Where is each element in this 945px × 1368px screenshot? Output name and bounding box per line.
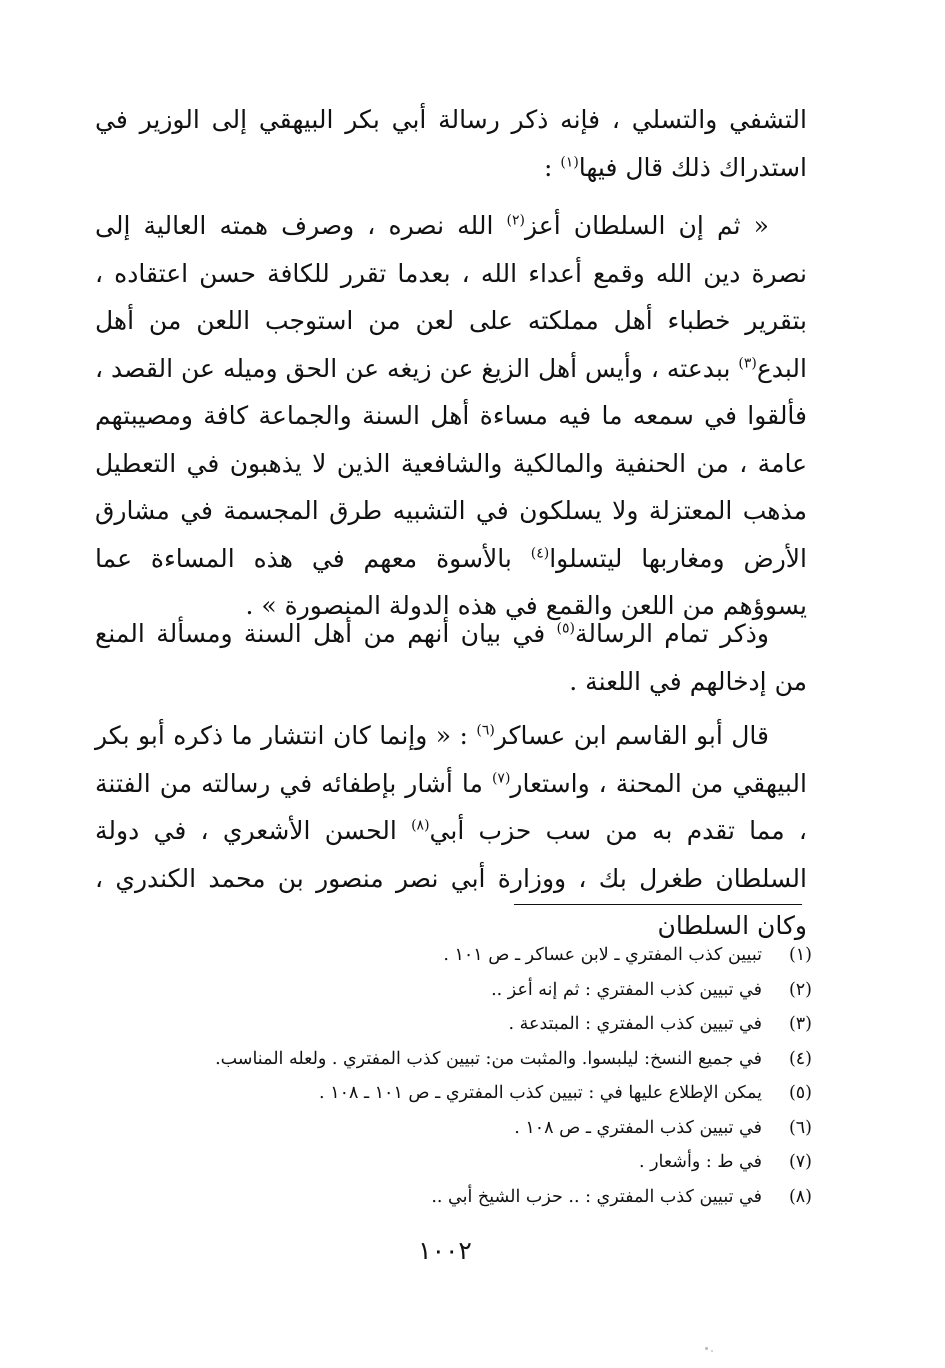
- paragraph-text: في بيان أنهم من أهل السنة ومسألة المنع من إدخالهم في اللعنة .: [95, 619, 807, 696]
- body-paragraph-4: [95, 712, 807, 950]
- scan-speck: [705, 1347, 708, 1350]
- footnote-number: (٤): [788, 1048, 812, 1069]
- footnote-marker-4: (٤): [530, 545, 550, 562]
- body-paragraph-1: [95, 96, 807, 191]
- paragraph-text: ببدعته ، وأيس أهل الزيغ عن زيغه عن الحق وميله عن القصد ، فألقوا في سمعه ما فيه مساءة أهل السنة والجماعة كافة ومصيبتهم عامة ، من الحنفية والمالكية والشافعية الذين لا يذهبون في التعطيل مذهب المعتزلة ولا يسلكون في التشبيه طرق المجسمة في مشارق الأرض ومغاربها ليتسلوا: [95, 353, 807, 573]
- footnote-item: [60, 1180, 812, 1215]
- footnote-item: [60, 1042, 812, 1077]
- footnote-marker-2: (٢): [506, 212, 525, 229]
- footnotes-list: [60, 938, 812, 1214]
- footnote-marker-8: (٨): [411, 817, 430, 834]
- paragraph-text: :: [543, 152, 561, 182]
- scan-speck: [711, 1350, 713, 1352]
- paragraph-text: ما أشار بإطفائه في رسالته من الفتنة ، مما تقدم به من سب حزب أبي: [95, 768, 807, 845]
- footnote-text: تبيين كذب المفتري ـ لابن عساكر ـ ص ١٠١ .: [443, 945, 762, 965]
- footnote-separator: [514, 904, 802, 905]
- footnote-number: (٧): [788, 1152, 812, 1172]
- footnote-item: [60, 1145, 812, 1180]
- footnote-item: [60, 973, 812, 1008]
- paragraph-text: الحسن الأشعري ، في دولة السلطان طغرل بك ، ووزارة أبي نصر منصور بن محمد الكندري ، وكان السلطان: [95, 816, 807, 940]
- paragraph-text: التشفي والتسلي ، فإنه ذكر رسالة أبي بكر البيهقي إلى الوزير في استدراك ذلك قال فيها: [95, 105, 807, 182]
- footnote-marker-6: (٦): [476, 722, 495, 739]
- footnote-text: في ط : وأشعار .: [638, 1152, 762, 1172]
- paragraph-text: : « وإنما كان انتشار ما ذكره أبو بكر البيهقي من المحنة ، واستعار: [95, 721, 807, 798]
- footnote-marker-7: (٧): [491, 770, 511, 787]
- footnote-number: (٥): [788, 1083, 812, 1103]
- footnote-number: (٦): [788, 1117, 812, 1138]
- paragraph-text: بالأسوة معهم في هذه المساءة عما يسوؤهم من اللعن والقمع في هذه الدولة المنصورة » .: [95, 543, 807, 620]
- body-paragraph-2: [95, 202, 807, 630]
- footnote-item: [60, 1007, 812, 1042]
- footnote-marker-3: (٣): [738, 355, 757, 372]
- footnote-number: (٨): [788, 1186, 812, 1207]
- footnote-marker-1: (١): [560, 154, 579, 171]
- footnote-text: في تبيين كذب المفتري ـ ص ١٠٨ .: [514, 1117, 762, 1138]
- paragraph-text: وذكر تمام الرسالة: [574, 619, 769, 648]
- footnote-number: (١): [788, 945, 812, 965]
- page-number: ١٠٠٢: [418, 1236, 472, 1265]
- footnote-text: في تبيين كذب المفتري : المبتدعة .: [508, 1014, 762, 1034]
- paragraph-text: « ثم إن السلطان أعز: [525, 211, 769, 240]
- footnote-text: في تبيين كذب المفتري : ثم إنه أعز ..: [491, 979, 762, 1000]
- footnote-item: [60, 938, 812, 973]
- footnote-text: يمكن الإطلاع عليها في : تبيين كذب المفتري ـ ص ١٠١ ـ ١٠٨ .: [319, 1083, 762, 1103]
- footnote-item: [60, 1076, 812, 1111]
- footnote-number: (٢): [788, 979, 812, 1000]
- footnote-number: (٣): [788, 1014, 812, 1034]
- footnote-text: في تبيين كذب المفتري : .. حزب الشيخ أبي ..: [431, 1186, 762, 1207]
- footnote-item: [60, 1111, 812, 1146]
- footnote-marker-5: (٥): [556, 620, 575, 637]
- paragraph-text: قال أبو القاسم ابن عساكر: [494, 721, 769, 750]
- footnote-text: في جميع النسخ: ليلبسوا. والمثبت من: تبيين كذب المفتري . ولعله المناسب.: [215, 1048, 762, 1069]
- body-paragraph-3: [95, 610, 807, 705]
- paragraph-text: الله نصره ، وصرف همته العالية إلى نصرة دين الله وقمع أعداء الله ، بعدما تقرر للكافة حسن اعتقاده ، بتقرير خطباء أهل مملكته على لعن من استوجب اللعن من أهل البدع: [95, 211, 807, 383]
